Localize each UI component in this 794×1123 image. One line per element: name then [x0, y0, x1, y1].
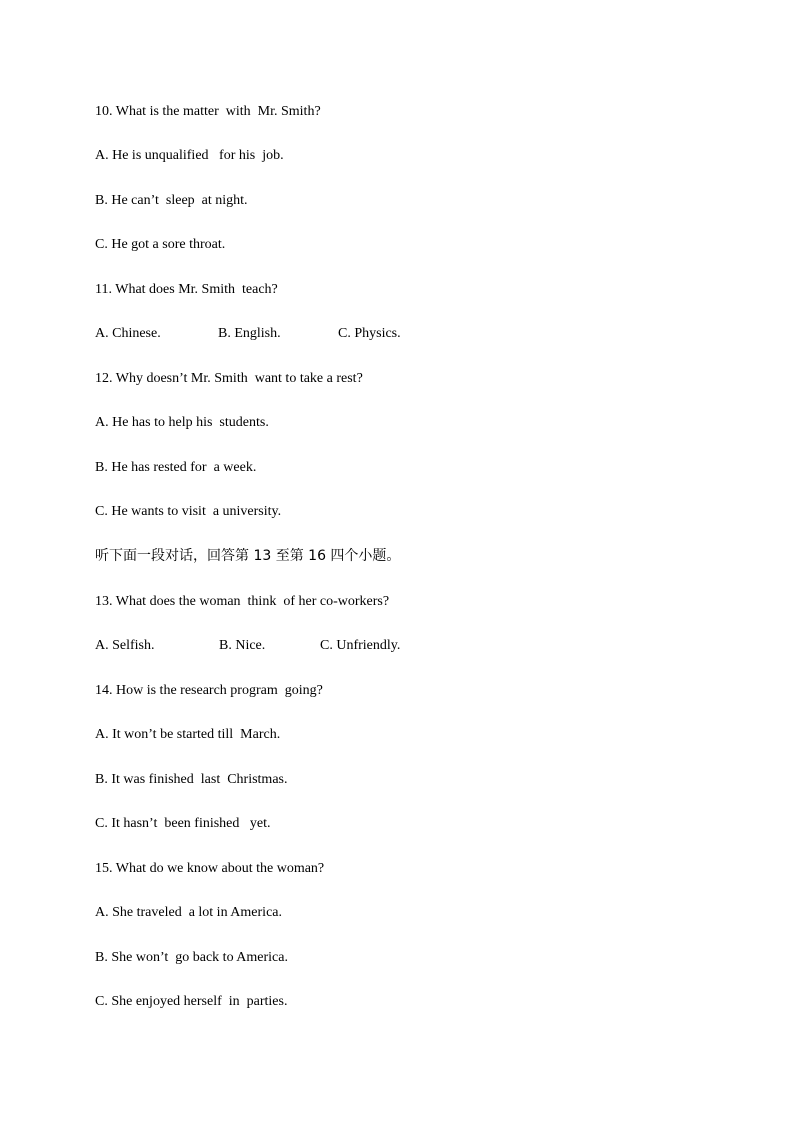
question-13-stem: 13. What does the woman think of her co-workers?: [95, 594, 390, 609]
question-11-option-a: A. Chinese.: [95, 326, 161, 341]
question-15-option-a: A. She traveled a lot in America.: [95, 905, 282, 920]
question-12-stem: 12. Why doesn’t Mr. Smith want to take a rest?: [95, 371, 363, 386]
question-12-option-a: A. He has to help his students.: [95, 415, 269, 430]
question-13-option-a: A. Selfish.: [95, 638, 155, 653]
question-12-option-c: C. He wants to visit a university.: [95, 504, 282, 519]
question-14-option-c: C. It hasn’t been finished yet.: [95, 816, 271, 831]
question-14-stem: 14. How is the research program going?: [95, 683, 323, 698]
question-11-option-b: B. English.: [218, 326, 281, 341]
section-instruction: 听下面一段对话，回答第 13 至第 16 四个小题。: [95, 548, 401, 564]
question-14-option-a: A. It won’t be started till March.: [95, 727, 281, 742]
question-12-option-b: B. He has rested for a week.: [95, 460, 257, 475]
question-15-option-b: B. She won’t go back to America.: [95, 950, 288, 965]
question-11-option-c: C. Physics.: [338, 326, 401, 341]
question-11-stem: 11. What does Mr. Smith teach?: [95, 282, 278, 297]
question-13-option-c: C. Unfriendly.: [320, 638, 401, 653]
question-10-stem: 10. What is the matter with Mr. Smith?: [95, 104, 321, 119]
question-10-option-b: B. He can’t sleep at night.: [95, 193, 248, 208]
question-10-option-a: A. He is unqualified for his job.: [95, 148, 284, 163]
question-10-option-c: C. He got a sore throat.: [95, 237, 226, 252]
question-13-option-b: B. Nice.: [219, 638, 266, 653]
question-15-option-c: C. She enjoyed herself in parties.: [95, 994, 288, 1009]
question-15-stem: 15. What do we know about the woman?: [95, 861, 325, 876]
question-14-option-b: B. It was finished last Christmas.: [95, 772, 288, 787]
